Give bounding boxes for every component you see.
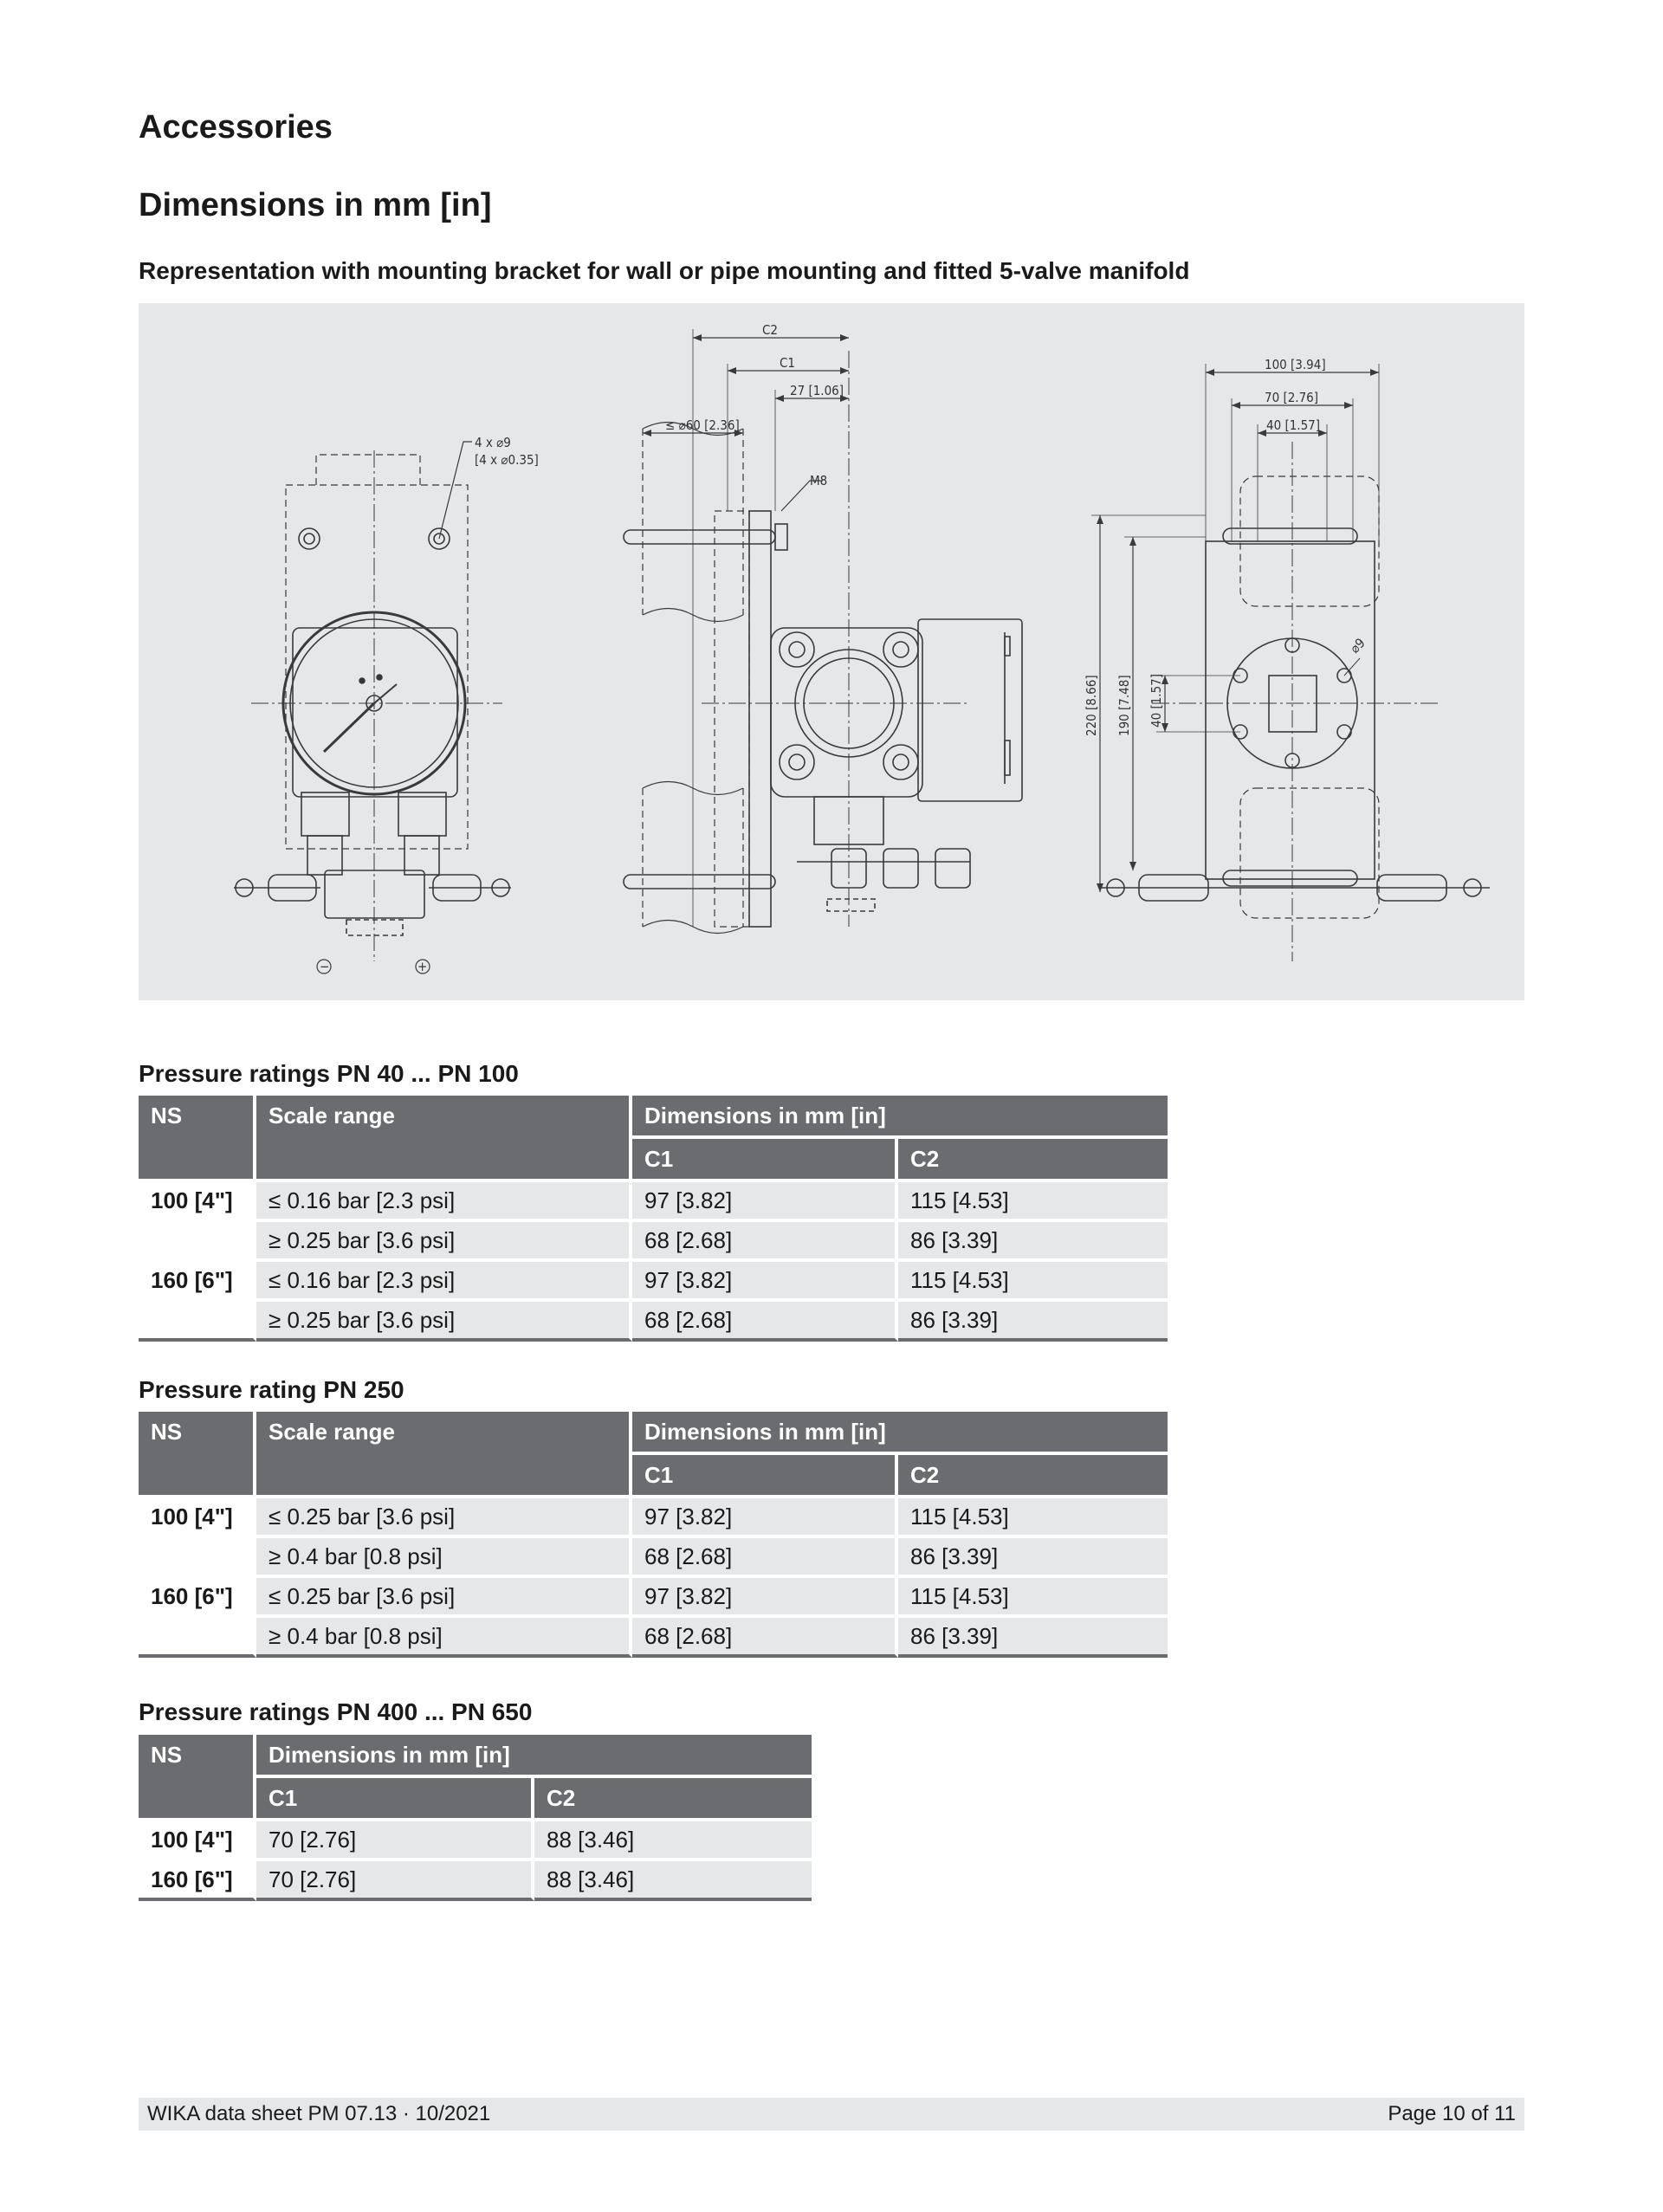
figure-caption: Representation with mounting bracket for wall or pipe mounting and fitted 5-valve manifold [139,257,1190,284]
cell-ns: 160 [6"] [139,1861,256,1901]
header-c1: C1 [632,1455,898,1498]
header-dimensions: Dimensions in mm [in] [632,1412,1168,1455]
cell-scale: ≤ 0.25 bar [3.6 psi] [256,1498,632,1538]
cell-ns [139,1302,256,1342]
cell-c1: 97 [3.82] [632,1578,898,1618]
header-c2: C2 [534,1778,812,1821]
table2-title: Pressure rating PN 250 [139,1376,404,1403]
label-27: 27 [1.06] [790,383,844,398]
cell-c2: 115 [4.53] [898,1578,1168,1618]
cell-c1: 97 [3.82] [632,1262,898,1302]
cell-c2: 86 [3.39] [898,1302,1168,1342]
header-c1: C1 [256,1778,534,1821]
cell-c2: 86 [3.39] [898,1538,1168,1578]
header-scale-range: Scale range [256,1096,632,1182]
dimension-drawing [139,303,1524,1000]
cell-c1: 70 [2.76] [256,1821,534,1861]
label-w100: 100 [3.94] [1265,357,1326,372]
table-row [139,1538,1168,1578]
cell-c1: 70 [2.76] [256,1861,534,1901]
table-pn250 [139,1412,1168,1658]
header-scale-range: Scale range [256,1412,632,1498]
header-c2: C2 [898,1455,1168,1498]
page-title: Accessories [139,109,333,146]
cell-c2: 115 [4.53] [898,1498,1168,1538]
table-row [139,1861,812,1901]
cell-scale: ≤ 0.25 bar [3.6 psi] [256,1578,632,1618]
cell-ns: 160 [6"] [139,1262,256,1302]
cell-c1: 97 [3.82] [632,1182,898,1222]
section-title: Dimensions in mm [in] [139,187,492,223]
label-w40: 40 [1.57] [1266,417,1321,433]
label-holes-in: [4 x ⌀0.35] [475,452,539,468]
cell-scale: ≥ 0.25 bar [3.6 psi] [256,1302,632,1342]
cell-ns: 100 [4"] [139,1182,256,1222]
cell-c1: 68 [2.68] [632,1618,898,1658]
footer-doc-ref: WIKA data sheet PM 07.13 · 10/2021 [147,2102,491,2125]
cell-c1: 68 [2.68] [632,1302,898,1342]
table-row [139,1262,1168,1302]
rear-view [1091,364,1490,961]
label-h190: 190 [7.48] [1116,675,1132,736]
table-pn40-pn100 [139,1096,1168,1342]
cell-scale: ≥ 0.4 bar [0.8 psi] [256,1618,632,1658]
cell-c1: 68 [2.68] [632,1538,898,1578]
cell-ns [139,1538,256,1578]
cell-c2: 88 [3.46] [534,1861,812,1901]
cell-c2: 86 [3.39] [898,1618,1168,1658]
cell-ns: 100 [4"] [139,1498,256,1538]
table1-title: Pressure ratings PN 40 ... PN 100 [139,1060,519,1087]
cell-c2: 86 [3.39] [898,1222,1168,1262]
label-h220: 220 [8.66] [1084,675,1099,736]
label-m8: M8 [810,473,828,488]
header-c1: C1 [632,1139,898,1182]
label-phi9: ⌀9 [1347,635,1369,656]
label-holes: 4 x ⌀9 [475,435,511,450]
minus-symbol: − [320,959,330,974]
table-row [139,1618,1168,1658]
cell-c2: 115 [4.53] [898,1262,1168,1302]
label-h40: 40 [1.57] [1149,673,1164,728]
table-row [139,1222,1168,1262]
label-c1: C1 [780,355,796,371]
header-ns: NS [139,1735,256,1821]
footer-page-number: Page 10 of 11 [1388,2102,1516,2125]
label-d60: ≤ ⌀60 [2.36] [665,417,740,433]
cell-scale: ≥ 0.25 bar [3.6 psi] [256,1222,632,1262]
table3-title: Pressure ratings PN 400 ... PN 650 [139,1698,533,1725]
cell-ns: 100 [4"] [139,1821,256,1861]
table-row [139,1821,812,1861]
cell-c2: 115 [4.53] [898,1182,1168,1222]
label-w70: 70 [2.76] [1265,390,1319,405]
technical-drawing-svg [139,303,1524,1000]
cell-c1: 97 [3.82] [632,1498,898,1538]
header-ns: NS [139,1096,256,1182]
table-row [139,1498,1168,1538]
header-dimensions: Dimensions in mm [in] [256,1735,812,1778]
page-footer [139,2098,1524,2131]
cell-ns [139,1222,256,1262]
table-row [139,1182,1168,1222]
table-row [139,1578,1168,1618]
cell-scale: ≤ 0.16 bar [2.3 psi] [256,1182,632,1222]
header-c2: C2 [898,1139,1168,1182]
plus-symbol: + [417,959,428,974]
front-view [234,442,511,973]
cell-c1: 68 [2.68] [632,1222,898,1262]
label-c2: C2 [762,322,779,338]
table-row [139,1302,1168,1342]
header-ns: NS [139,1412,256,1498]
cell-c2: 88 [3.46] [534,1821,812,1861]
header-dimensions: Dimensions in mm [in] [632,1096,1168,1139]
cell-ns: 160 [6"] [139,1578,256,1618]
cell-scale: ≤ 0.16 bar [2.3 psi] [256,1262,632,1302]
cell-ns [139,1618,256,1658]
table-pn400-pn650 [139,1735,812,1901]
cell-scale: ≥ 0.4 bar [0.8 psi] [256,1538,632,1578]
